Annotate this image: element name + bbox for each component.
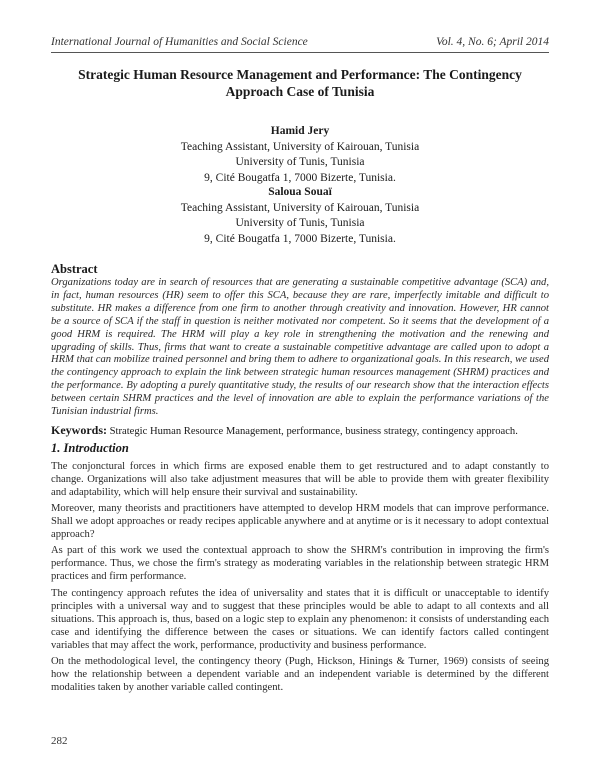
author-address: 9, Cité Bougatfa 1, 7000 Bizerte, Tunisia. bbox=[204, 171, 396, 184]
title-line: Approach Case of Tunisia bbox=[225, 84, 375, 99]
abstract-heading: Abstract bbox=[51, 262, 98, 276]
title-line: Strategic Human Resource Management and Performance: The Contingency bbox=[78, 67, 522, 82]
body-paragraph: The conjonctural forces in which firms are exposed enable them to get restructured and to adapt constantly to change. Organizations will also take adjustment measures that will be able to provide them with greater flexibility and adaptability, which will help ensure their survival and sustainability. bbox=[51, 461, 549, 498]
keywords-text: Strategic Human Resource Management, performance, business strategy, contingency approach. bbox=[107, 426, 518, 437]
header-rule bbox=[51, 52, 549, 53]
author-affiliation: Teaching Assistant, University of Kairouan, Tunisia bbox=[180, 201, 420, 214]
paper-title bbox=[51, 66, 549, 100]
body-paragraph: On the methodological level, the contingency theory (Pugh, Hickson, Hinings & Turner, 1969) consists of seeing how the relationship between a dependent variable and an independent variable is determined by the different modalities taken by another variable called contingent. bbox=[51, 656, 549, 693]
running-header bbox=[51, 36, 549, 48]
keywords bbox=[51, 424, 549, 438]
author-affiliation: University of Tunis, Tunisia bbox=[235, 217, 365, 229]
author-name: Saloua Souaï bbox=[268, 186, 332, 198]
page-number: 282 bbox=[51, 735, 68, 747]
body-paragraph: Moreover, many theorists and practitioners have attempted to develop HRM models that can improve performance. Shall we adopt approaches or ready recipes applicable anywhere and at anytime or is it necessary to adopt contextual approach? bbox=[51, 503, 549, 540]
body-paragraph: The contingency approach refutes the idea of universality and states that it is difficult or unacceptable to identify principles with a universal way and to suggest that these principles would be able to adapt to all contexts and all situations. This approach is, thus, based on a logic step to explain any phenomenon: it consists of understanding each case and identifying the difference between the cases or situations. We can identify factors called contingent variables that may affect the work, performance, productivity and business performance. bbox=[51, 588, 549, 651]
author-block bbox=[51, 185, 549, 247]
author-name: Hamid Jery bbox=[270, 125, 330, 137]
introduction-heading: 1. Introduction bbox=[51, 441, 129, 455]
author-block bbox=[51, 124, 549, 186]
keywords-label: Keywords: bbox=[51, 423, 107, 437]
abstract-text: Organizations today are in search of resources that are generating a sustainable competitive advantage (SCA) and, in fact, human resources (HR) seem to offer this SCA, because they are rare, imperfectly imitable and difficult to substitute. HR makes a difference from one firm to another through creativity and innovation. However, HR cannot be a source of SCA if the staff in question is neither motivated nor competent. So it seems that the development of a good HRM is required. The HRM will play a key role in strengthening the motivation and the renewing and upgrading of skills. Thus, firms that want to create a sustainable competitive advantage are called upon to adopt a HRM that can mobilize trained personnel and bring them to adhere to organizational goals. In this research, we used the contingency approach to explain the link between strategic human resources management (SHRM) practices and the performance. By adopting a purely quantitative study, the results of our research show that the interaction effects between certain SHRM practices and the level of innovation are able to explain the performance variations of the Tunisian industrial firms. bbox=[51, 277, 549, 418]
author-affiliation: University of Tunis, Tunisia bbox=[235, 156, 365, 168]
issue-info: Vol. 4, No. 6; April 2014 bbox=[436, 36, 549, 48]
body-paragraph: As part of this work we used the contextual approach to show the SHRM's contribution in improving the firm's performance. Thus, we chose the firm's strategy as moderating variables in the relationship between strategic HRM practices and firm performance. bbox=[51, 545, 549, 582]
author-address: 9, Cité Bougatfa 1, 7000 Bizerte, Tunisia. bbox=[204, 232, 396, 245]
author-affiliation: Teaching Assistant, University of Kairouan, Tunisia bbox=[180, 140, 420, 153]
journal-name: International Journal of Humanities and Social Science bbox=[51, 36, 308, 48]
